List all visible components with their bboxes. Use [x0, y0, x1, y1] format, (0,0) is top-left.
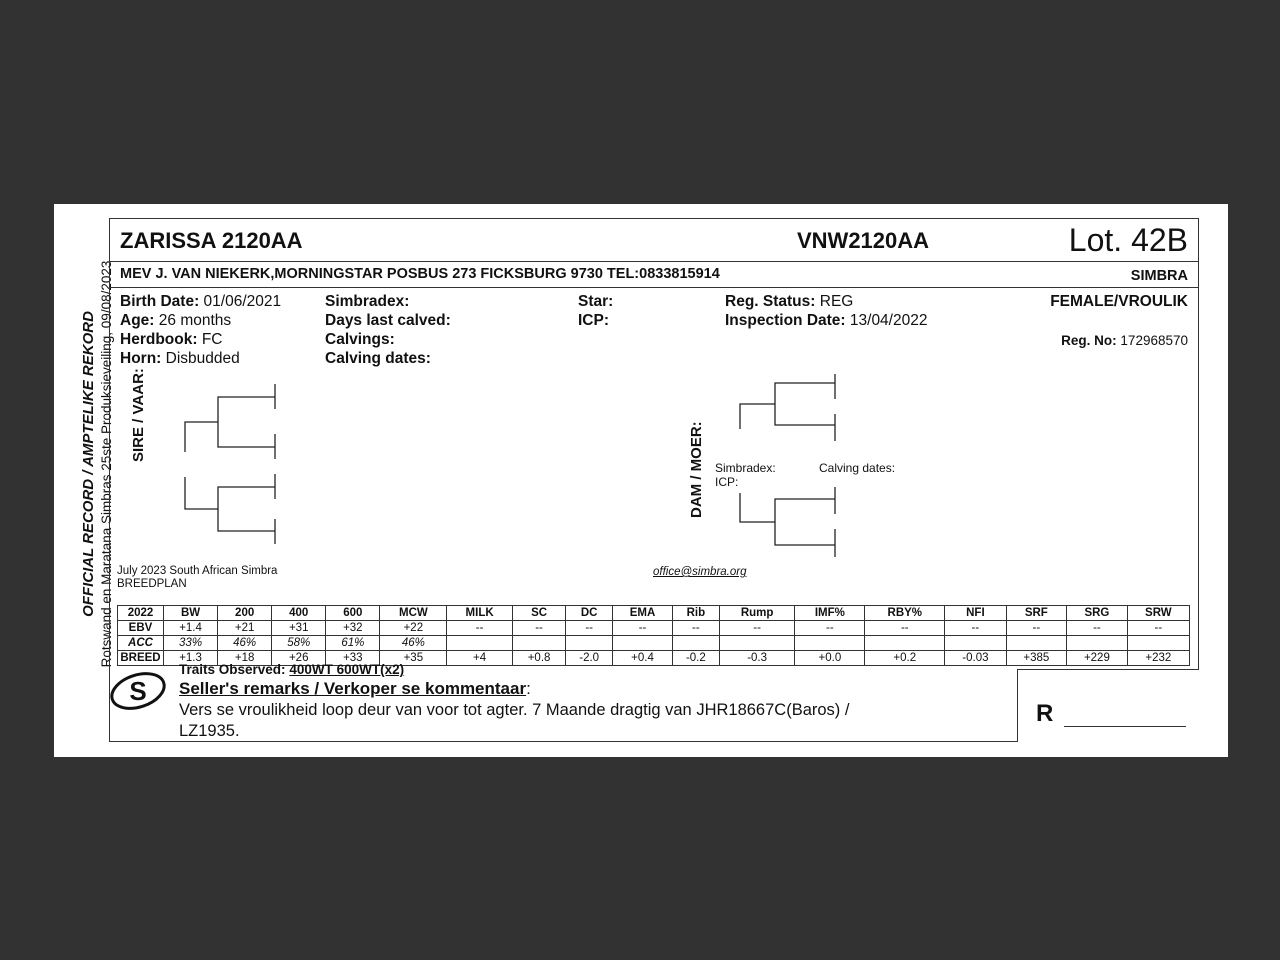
table-cell: 33%	[164, 636, 218, 651]
table-cell	[865, 636, 945, 651]
remarks-line-2: LZ1935.	[179, 722, 240, 740]
sellers-remarks-heading: Seller's remarks / Verkoper se kommentaar:	[179, 679, 531, 698]
table-header-cell: DC	[566, 606, 613, 621]
table-cell: +26	[272, 651, 326, 666]
table-cell: +0.4	[613, 651, 673, 666]
table-header-cell: NFI	[945, 606, 1006, 621]
table-cell: --	[1067, 621, 1128, 636]
divider	[110, 261, 1198, 262]
animal-name: ZARISSA 2120AA	[120, 228, 303, 253]
table-cell: +1.4	[164, 621, 218, 636]
table-cell: -0.3	[719, 651, 795, 666]
animal-code: VNW2120AA	[797, 228, 930, 253]
table-cell: +33	[326, 651, 380, 666]
table-header-cell: SRW	[1127, 606, 1189, 621]
table-cell: +31	[272, 621, 326, 636]
days-last-calved-label: Days last calved:	[325, 312, 451, 329]
simbradex-label: Simbradex:	[325, 293, 410, 310]
row-label: BREED	[118, 651, 164, 666]
price-label: R	[1036, 700, 1054, 727]
breedplan-label: BREEDPLAN	[117, 578, 187, 590]
ebv-table	[117, 605, 1190, 666]
table-cell	[447, 636, 513, 651]
reg-number: Reg. No: 172968570	[1061, 333, 1188, 348]
table-cell: 46%	[218, 636, 272, 651]
table-cell	[1006, 636, 1067, 651]
icp-label: ICP:	[578, 312, 609, 329]
inspection-date: Inspection Date: 13/04/2022	[725, 312, 928, 329]
table-cell: +229	[1067, 651, 1128, 666]
table-cell: 61%	[326, 636, 380, 651]
table-header-cell: BW	[164, 606, 218, 621]
table-header-cell: Rump	[719, 606, 795, 621]
simbra-logo-icon	[108, 669, 168, 713]
sex: FEMALE/VROULIK	[1050, 293, 1188, 310]
table-cell: 58%	[272, 636, 326, 651]
table-header-cell: MILK	[447, 606, 513, 621]
table-cell: +22	[380, 621, 447, 636]
source-line: July 2023 South African Simbra	[117, 565, 278, 577]
table-cell	[719, 636, 795, 651]
price-entry-line[interactable]	[1064, 726, 1186, 727]
table-header-cell: SC	[512, 606, 565, 621]
auction-subtitle: Rotswand en Maratana Simbras 25ste Produksieveiling, 09/08/2023	[99, 260, 114, 668]
birth-date: Birth Date: 01/06/2021	[120, 293, 282, 310]
table-header-cell: 600	[326, 606, 380, 621]
table-header-cell: Rib	[672, 606, 719, 621]
table-cell: --	[447, 621, 513, 636]
table-cell	[512, 636, 565, 651]
table-header-cell: EMA	[613, 606, 673, 621]
official-record-title: OFFICIAL RECORD / AMPTELIKE REKORD	[80, 311, 97, 617]
dam-icp: ICP:	[715, 475, 739, 489]
table-cell: +4	[447, 651, 513, 666]
remarks-line-1: Vers se vroulikheid loop deur van voor tot agter. 7 Maande dragtig van JHR18667C(Baros) /	[179, 701, 850, 719]
table-cell: --	[865, 621, 945, 636]
table-header-cell: SRF	[1006, 606, 1067, 621]
table-cell: +1.3	[164, 651, 218, 666]
table-cell: -0.03	[945, 651, 1006, 666]
table-header-cell: 2022	[118, 606, 164, 621]
calvings-label: Calvings:	[325, 331, 395, 348]
breeder-line: MEV J. VAN NIEKERK,MORNINGSTAR POSBUS 273 FICKSBURG 9730 TEL:0833815914	[120, 266, 720, 282]
table-cell: --	[719, 621, 795, 636]
table-cell: -0.2	[672, 651, 719, 666]
lot-number: Lot. 42B	[1068, 222, 1188, 258]
table-cell: +18	[218, 651, 272, 666]
table-cell: -2.0	[566, 651, 613, 666]
table-cell: --	[1127, 621, 1189, 636]
table-row-ebv	[118, 621, 1190, 636]
table-header-row	[118, 606, 1190, 621]
table-cell: --	[566, 621, 613, 636]
reg-status: Reg. Status: REG	[725, 293, 854, 310]
dam-calving-dates: Calving dates:	[819, 461, 896, 475]
table-cell: +32	[326, 621, 380, 636]
table-cell: --	[672, 621, 719, 636]
star-label: Star:	[578, 293, 614, 310]
table-cell: +0.0	[795, 651, 865, 666]
table-cell: +0.8	[512, 651, 565, 666]
table-row-acc	[118, 636, 1190, 651]
lot-card	[54, 204, 1228, 757]
dam-label: DAM / MOER:	[688, 421, 705, 518]
table-cell: --	[945, 621, 1006, 636]
table-cell: --	[1006, 621, 1067, 636]
divider	[110, 287, 1198, 288]
price-box	[1017, 669, 1199, 742]
table-cell: +21	[218, 621, 272, 636]
row-label: ACC	[118, 636, 164, 651]
table-header-cell: MCW	[380, 606, 447, 621]
record-frame	[109, 218, 1199, 742]
table-cell: +35	[380, 651, 447, 666]
sire-label: SIRE / VAAR:	[130, 368, 147, 462]
table-cell: 46%	[380, 636, 447, 651]
table-header-cell: RBY%	[865, 606, 945, 621]
email-link[interactable]: office@simbra.org	[653, 566, 747, 578]
table-cell	[566, 636, 613, 651]
table-cell	[945, 636, 1006, 651]
table-header-cell: 400	[272, 606, 326, 621]
table-cell: +232	[1127, 651, 1189, 666]
table-cell: --	[512, 621, 565, 636]
table-cell: +385	[1006, 651, 1067, 666]
table-cell	[1067, 636, 1128, 651]
age: Age: 26 months	[120, 312, 232, 329]
table-header-cell: IMF%	[795, 606, 865, 621]
table-cell	[1127, 636, 1189, 651]
dam-simbradex: Simbradex:	[715, 461, 776, 475]
table-header-cell: SRG	[1067, 606, 1128, 621]
table-header-cell: 200	[218, 606, 272, 621]
table-cell	[795, 636, 865, 651]
breed-name: SIMBRA	[1130, 268, 1188, 284]
sire-pedigree-tree	[180, 379, 290, 549]
calving-dates-label: Calving dates:	[325, 350, 431, 367]
table-cell: +0.2	[865, 651, 945, 666]
traits-observed: Traits Observed: 400WT 600WT(x2)	[179, 662, 405, 677]
table-cell: --	[613, 621, 673, 636]
table-cell: --	[795, 621, 865, 636]
table-cell	[613, 636, 673, 651]
herdbook: Herdbook: FC	[120, 331, 223, 348]
table-cell	[672, 636, 719, 651]
row-label: EBV	[118, 621, 164, 636]
logo-letter: S	[129, 676, 147, 706]
horn: Horn: Disbudded	[120, 350, 240, 367]
